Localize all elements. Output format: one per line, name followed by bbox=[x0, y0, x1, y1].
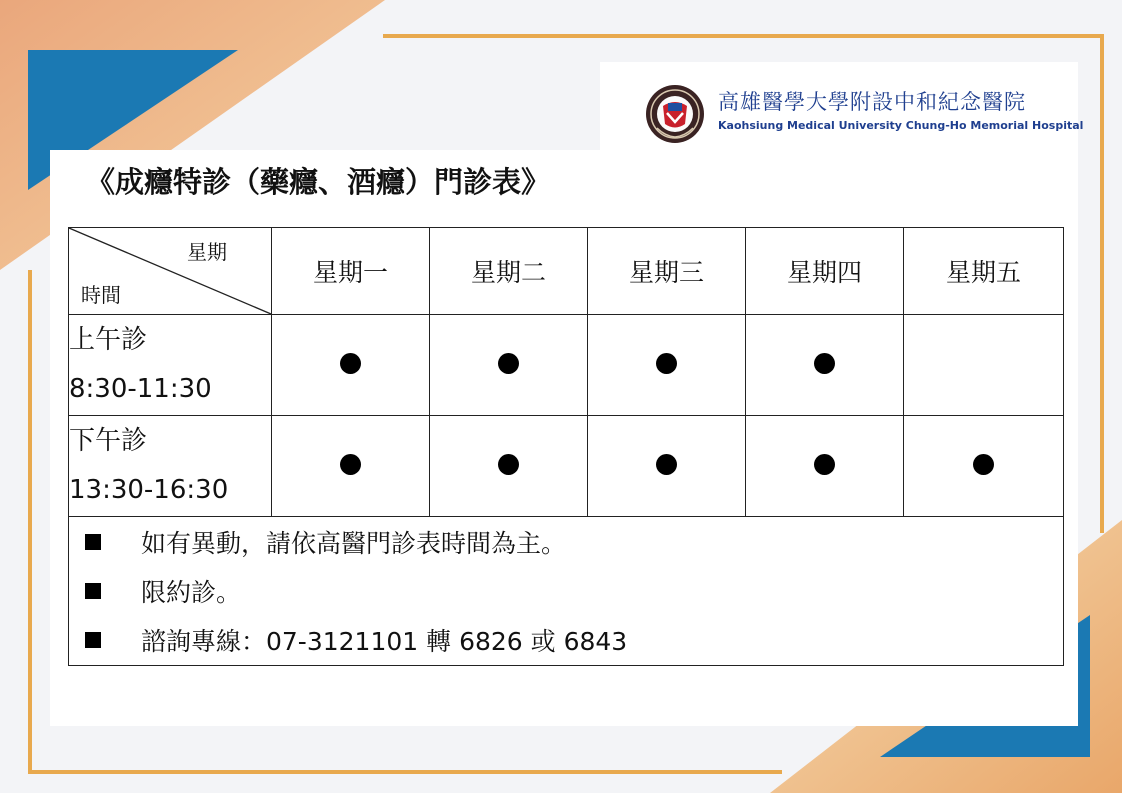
slot-name: 上午診 bbox=[69, 325, 148, 355]
session-dot-icon bbox=[340, 353, 361, 374]
note-item bbox=[69, 518, 1063, 567]
session-cell bbox=[588, 416, 746, 517]
session-dot-icon bbox=[498, 353, 519, 374]
session-dot-icon bbox=[656, 454, 677, 475]
table-header-row bbox=[69, 228, 1064, 315]
square-bullet-icon bbox=[85, 632, 101, 648]
session-cell bbox=[904, 416, 1064, 517]
notes-cell bbox=[69, 517, 1064, 666]
session-cell bbox=[430, 315, 588, 416]
note-text: 限約診。 bbox=[141, 578, 242, 607]
session-cell bbox=[272, 416, 430, 517]
slot-label-cell bbox=[69, 315, 272, 416]
day-header-friday: 星期五 bbox=[904, 228, 1064, 315]
session-dot-icon bbox=[973, 454, 994, 475]
session-cell bbox=[904, 315, 1064, 416]
note-item bbox=[69, 567, 1063, 616]
slot-name: 下午診 bbox=[69, 426, 148, 456]
notes-row bbox=[69, 517, 1064, 666]
day-header-tuesday: 星期二 bbox=[430, 228, 588, 315]
square-bullet-icon bbox=[85, 583, 101, 599]
note-text: 諮詢專線：07-3121101 轉 6826 或 6843 bbox=[141, 627, 628, 656]
session-cell bbox=[588, 315, 746, 416]
hospital-name-zh: 高雄醫學大學附設中和紀念醫院 bbox=[718, 90, 1026, 114]
day-header-monday: 星期一 bbox=[272, 228, 430, 315]
afternoon-slot-row bbox=[69, 416, 1064, 517]
corner-day-label: 星期 bbox=[187, 240, 227, 264]
session-dot-icon bbox=[814, 454, 835, 475]
session-dot-icon bbox=[340, 454, 361, 475]
slot-label-cell bbox=[69, 416, 272, 517]
hospital-logo-icon bbox=[645, 84, 705, 144]
day-header-wednesday: 星期三 bbox=[588, 228, 746, 315]
corner-time-label: 時間 bbox=[81, 283, 121, 307]
session-cell bbox=[746, 416, 904, 517]
hospital-name-en: Kaohsiung Medical University Chung-Ho Memorial Hospital bbox=[718, 119, 1084, 132]
session-dot-icon bbox=[656, 353, 677, 374]
session-cell bbox=[430, 416, 588, 517]
note-text: 如有異動，請依高醫門診表時間為主。 bbox=[141, 529, 567, 558]
session-dot-icon bbox=[498, 454, 519, 475]
session-dot-icon bbox=[814, 353, 835, 374]
corner-header-cell bbox=[69, 228, 272, 315]
session-cell bbox=[272, 315, 430, 416]
session-cell bbox=[746, 315, 904, 416]
morning-slot-row bbox=[69, 315, 1064, 416]
note-item bbox=[69, 616, 1063, 665]
schedule-table bbox=[68, 227, 1064, 666]
day-header-thursday: 星期四 bbox=[746, 228, 904, 315]
slot-time: 8:30-11:30 bbox=[69, 374, 212, 404]
page-title: 《成癮特診（藥癮、酒癮）門診表》 bbox=[86, 165, 551, 199]
square-bullet-icon bbox=[85, 534, 101, 550]
slot-time: 13:30-16:30 bbox=[69, 475, 229, 505]
